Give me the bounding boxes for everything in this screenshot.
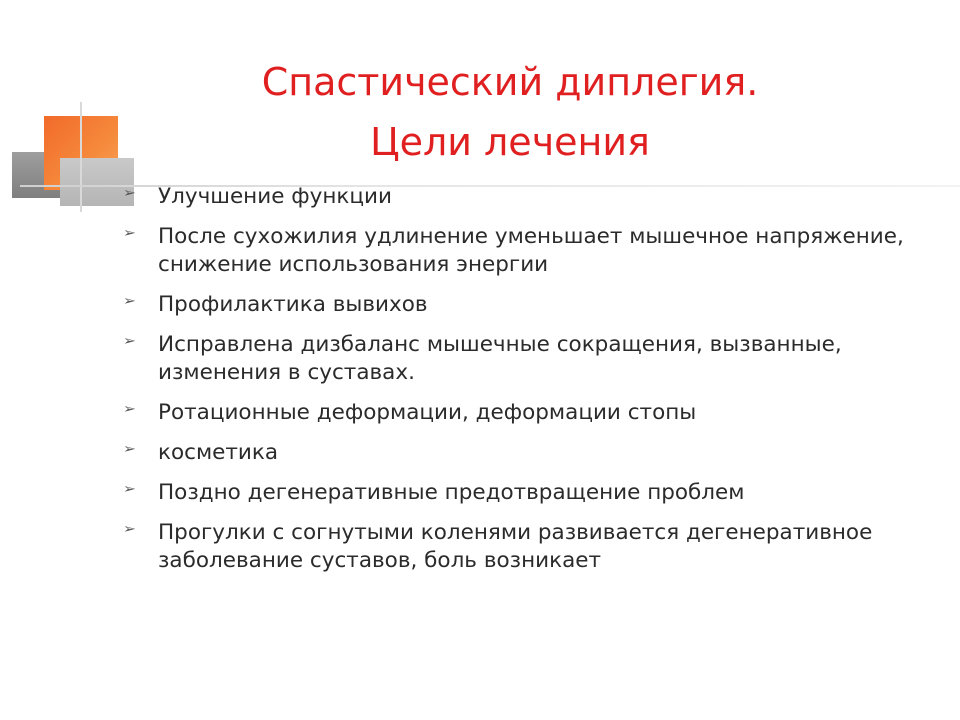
arrow-bullet-icon: ➢ <box>122 226 136 241</box>
arrow-bullet-icon: ➢ <box>122 522 136 537</box>
bullet-list <box>120 183 940 587</box>
bullet-item <box>120 183 940 211</box>
arrow-bullet-icon: ➢ <box>122 294 136 309</box>
bullet-item <box>120 291 940 319</box>
slide-title <box>200 52 820 172</box>
bullet-item <box>120 399 940 427</box>
slide-title-line-1: Спастический диплегия. <box>261 60 759 104</box>
slide-title-line-2: Цели лечения <box>370 120 650 164</box>
bullet-item <box>120 223 940 279</box>
bullet-text: Улучшение функции <box>158 184 392 209</box>
bullet-item <box>120 439 940 467</box>
bullet-item <box>120 331 940 387</box>
bullet-text: Исправлена дизбаланс мышечные сокращения, вызванные, изменения в суставах. <box>158 332 842 385</box>
bullet-item <box>120 519 940 575</box>
bullet-text: Прогулки с согнутыми коленями развивается дегенеративное заболевание суставов, боль возникает <box>158 520 873 573</box>
bullet-text: Поздно дегенеративные предотвращение проблем <box>158 480 745 505</box>
arrow-bullet-icon: ➢ <box>122 186 136 201</box>
bullet-text: После сухожилия удлинение уменьшает мышечное напряжение, снижение использования энергии <box>158 224 904 277</box>
arrow-bullet-icon: ➢ <box>122 402 136 417</box>
bullet-text: Профилактика вывихов <box>158 292 428 317</box>
arrow-bullet-icon: ➢ <box>122 442 136 457</box>
arrow-bullet-icon: ➢ <box>122 482 136 497</box>
arrow-bullet-icon: ➢ <box>122 334 136 349</box>
decorative-vertical-line <box>80 102 82 212</box>
bullet-text: Ротационные деформации, деформации стопы <box>158 400 697 425</box>
bullet-item <box>120 479 940 507</box>
bullet-text: косметика <box>158 440 279 465</box>
